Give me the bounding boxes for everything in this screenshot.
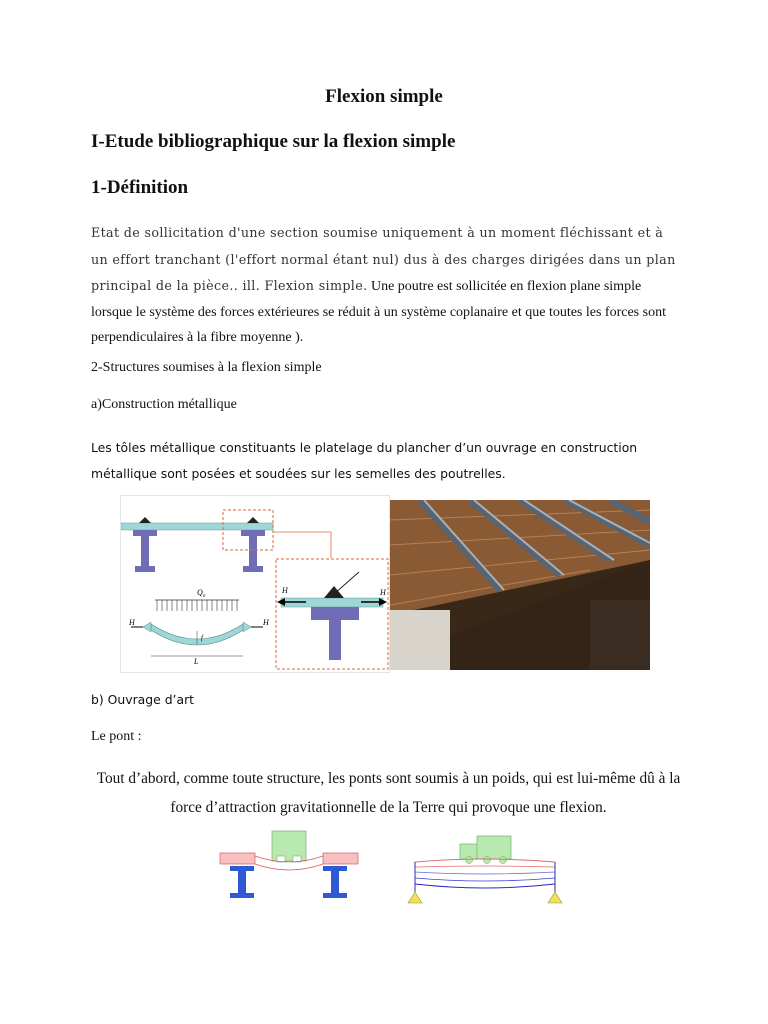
ouvrage-heading: b) Ouvrage d’art [91,692,195,707]
deflection-label: f [201,634,203,642]
detail-label-h-right: H [380,588,386,597]
bridge-diagram-left-svg [215,828,365,903]
span-label: L [194,657,199,666]
i-beam-left [133,530,157,572]
steel-deck-diagram [120,495,390,673]
pier-left [230,866,254,898]
weld-left [139,517,151,523]
pont-label: Le pont : [91,729,142,744]
metal-heading: a)Construction métallique [91,397,237,412]
detail-beam [311,607,359,660]
pier-right [323,866,347,898]
steel-deck-diagram-svg [121,496,389,672]
bridge-diagram-right [405,832,565,907]
deck-line-3 [415,872,555,874]
detail-weld-angle [334,572,359,594]
detail-label-h-left: H [282,586,288,595]
definition-part1: Etat de sollicitation d'une section soumise uniquement à un moment fléchissant et à un effort tranchant (l'effort normal étant nul) dus à des charges dirigées dans un plan principal de la pièce.. ill. Flexion simple. [91,225,676,293]
deck-line-2 [415,866,555,867]
load-subscript: n [203,594,206,599]
deck-left-span [220,853,255,864]
weld-right [247,517,259,523]
definition-part2: Une poutre est sollicitée en flexion plane simple lorsque le système des forces extérieures se réduit à un système coplanaire et que toutes les forces sont perpendiculaires à la fibre moyenne ). [91,279,666,345]
steel-deck-photo [390,500,650,670]
pont-paragraph: Tout d’abord, comme toute structure, les ponts sont soumis à un poids, qui est lui-même dû à la force d’attraction gravitationnelle de la Terre qui provoque une flexion. [96,770,681,816]
deck-deflection-bottom [255,864,323,870]
bridge-diagram-right-svg [405,832,565,907]
support-left-triangle [408,892,422,903]
structures-heading: 2-Structures soumises à la flexion simple [91,360,322,375]
deck-plate [121,523,273,530]
deck-bottom [415,884,555,888]
support-left [143,622,151,632]
label-h-left: H [129,618,135,627]
bridge-diagram-left [215,828,365,903]
subsection-heading: 1-Définition [91,177,189,198]
load-label: Q [197,588,203,597]
document-title: Flexion simple [325,86,443,107]
detail-leader [273,532,331,558]
definition-paragraph [91,220,681,351]
metal-paragraph: Les tôles métallique constituants le platelage du plancher d’un ouvrage en construction métallique sont posées et soudées sur les semelles des poutrelles. [91,440,638,481]
label-h-right: H [263,618,269,627]
section-heading: I-Etude bibliographique sur la flexion simple [91,131,456,152]
steel-deck-photo-svg [390,500,650,670]
support-right [243,622,251,632]
i-beam-right [241,530,265,572]
deck-right-span [323,853,358,864]
deck-line-4 [415,878,555,881]
truck-body [477,836,511,859]
support-right-triangle [548,892,562,903]
load-arrows [157,600,237,611]
